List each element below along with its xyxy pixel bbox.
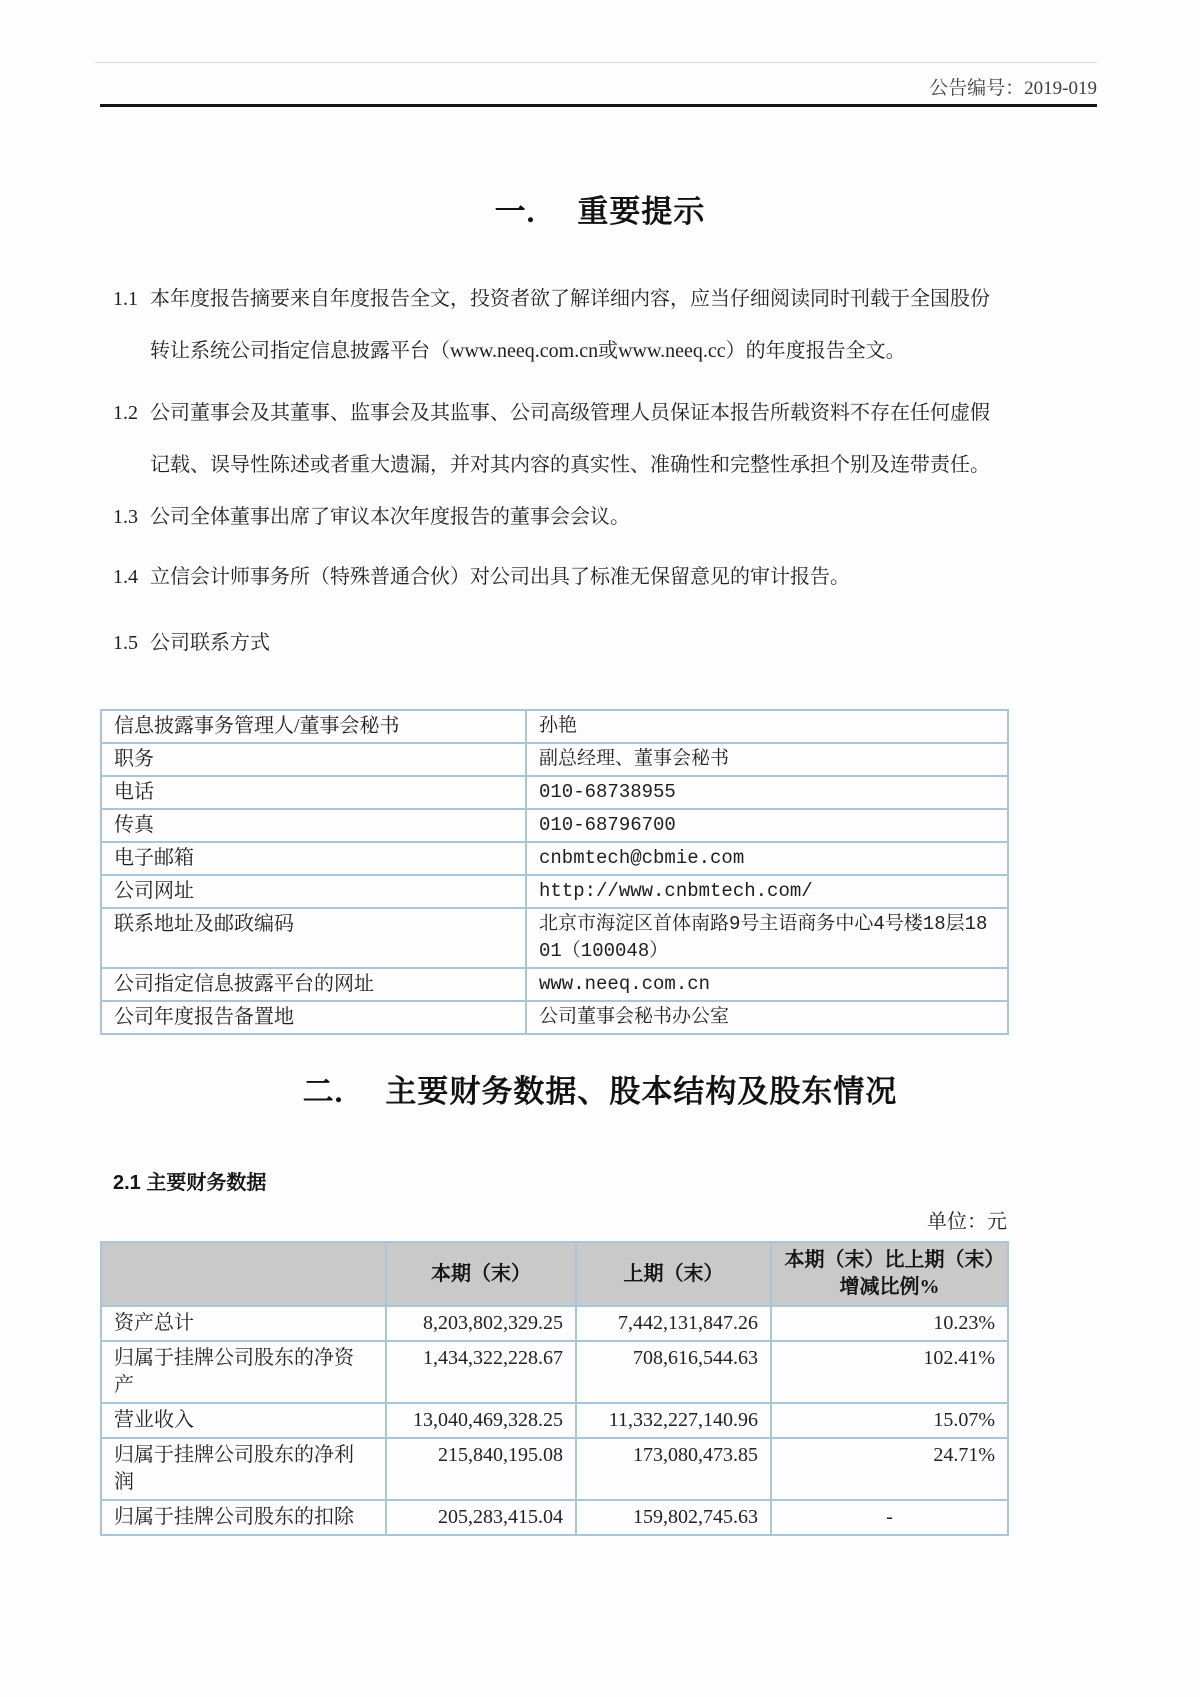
- paragraph-number: 1.3: [113, 506, 138, 528]
- section1-body: [113, 273, 1008, 669]
- financial-metric-label: 营业收入: [101, 1403, 386, 1438]
- financial-current-value: 215,840,195.08: [386, 1438, 576, 1500]
- contact-field-value: cnbmtech@cbmie.com: [526, 842, 1008, 875]
- contact-field-label: 联系地址及邮政编码: [101, 908, 526, 968]
- paragraph-text: 公司全体董事出席了审议本次年度报告的董事会会议。: [150, 506, 630, 528]
- financial-table: [100, 1241, 1009, 1536]
- financial-change-value: 10.23%: [771, 1306, 1008, 1341]
- paragraph-1-4: [113, 551, 1008, 603]
- financial-change-value: 15.07%: [771, 1403, 1008, 1438]
- financial-current-value: 13,040,469,328.25: [386, 1403, 576, 1438]
- section2-title: [0, 1071, 1200, 1113]
- financial-table-row: [101, 1500, 1008, 1535]
- financial-change-value: -: [771, 1500, 1008, 1535]
- paragraph-number: 1.5: [113, 632, 138, 654]
- subsection-2-1-heading: [113, 1169, 1200, 1197]
- financial-prior-value: 173,080,473.85: [576, 1438, 771, 1500]
- contact-table-row: [101, 842, 1008, 875]
- financial-metric-label: 资产总计: [101, 1306, 386, 1341]
- contact-table-row: [101, 908, 1008, 968]
- contact-field-label: 传真: [101, 809, 526, 842]
- header-change-ratio: 本期（末）比上期（末）增减比例%: [771, 1242, 1008, 1306]
- financial-change-value: 102.41%: [771, 1341, 1008, 1403]
- paragraph-1-3: [113, 491, 1008, 543]
- contact-field-value: 010-68738955: [526, 776, 1008, 809]
- subsection-title: 主要财务数据: [146, 1172, 267, 1194]
- subsection-number: 2.1: [113, 1172, 141, 1194]
- financial-table-row: [101, 1403, 1008, 1438]
- header-prior-period: 上期（末）: [576, 1242, 771, 1306]
- paragraph-number: 1.2: [113, 402, 138, 424]
- financial-current-value: 8,203,802,329.25: [386, 1306, 576, 1341]
- contact-table: [100, 709, 1009, 1035]
- section1-number: 一.: [494, 194, 536, 229]
- financial-prior-value: 7,442,131,847.26: [576, 1306, 771, 1341]
- financial-table-row: [101, 1341, 1008, 1403]
- financial-table-row: [101, 1438, 1008, 1500]
- financial-metric-label: 归属于挂牌公司股东的净资产: [101, 1341, 386, 1403]
- section1-title-text: 重要提示: [577, 194, 706, 229]
- header-blank-cell: [101, 1242, 386, 1306]
- paragraph-text: 立信会计师事务所（特殊普通合伙）对公司出具了标准无保留意见的审计报告。: [150, 566, 850, 588]
- paragraph-1-2: [113, 387, 1008, 491]
- contact-field-value: 孙艳: [526, 710, 1008, 743]
- section1-title: [0, 191, 1200, 233]
- financial-prior-value: 11,332,227,140.96: [576, 1403, 771, 1438]
- financial-prior-value: 708,616,544.63: [576, 1341, 771, 1403]
- financial-table-head: [101, 1242, 1008, 1306]
- unit-note: 单位：元: [927, 1211, 1007, 1233]
- contact-table-row: [101, 1001, 1008, 1034]
- contact-field-value: 副总经理、董事会秘书: [526, 743, 1008, 776]
- contact-field-label: 电子邮箱: [101, 842, 526, 875]
- header-current-period: 本期（末）: [386, 1242, 576, 1306]
- announcement-number: 公告编号：2019-019: [929, 78, 1097, 99]
- paragraph-text: 公司董事会及其董事、监事会及其监事、公司高级管理人员保证本报告所载资料不存在任何虚假记载、误导性陈述或者重大遗漏，并对其内容的真实性、准确性和完整性承担个别及连带责任。: [150, 402, 990, 476]
- contact-table-body: [101, 710, 1008, 1034]
- contact-field-label: 公司网址: [101, 875, 526, 908]
- contact-table-row: [101, 710, 1008, 743]
- contact-field-value: 北京市海淀区首体南路9号主语商务中心4号楼18层1801（100048）: [526, 908, 1008, 968]
- financial-metric-label: 归属于挂牌公司股东的净利润: [101, 1438, 386, 1500]
- paragraph-text: 公司联系方式: [150, 632, 270, 654]
- financial-prior-value: 159,802,745.63: [576, 1500, 771, 1535]
- contact-field-label: 公司指定信息披露平台的网址: [101, 968, 526, 1001]
- financial-table-row: [101, 1306, 1008, 1341]
- contact-table-row: [101, 809, 1008, 842]
- financial-metric-label: 归属于挂牌公司股东的扣除: [101, 1500, 386, 1535]
- financial-current-value: 1,434,322,228.67: [386, 1341, 576, 1403]
- section2-title-text: 主要财务数据、股本结构及股东情况: [385, 1074, 898, 1109]
- contact-field-value: 010-68796700: [526, 809, 1008, 842]
- contact-table-row: [101, 776, 1008, 809]
- contact-field-label: 公司年度报告备置地: [101, 1001, 526, 1034]
- financial-table-body: [101, 1306, 1008, 1535]
- paragraph-text: 本年度报告摘要来自年度报告全文，投资者欲了解详细内容，应当仔细阅读同时刊载于全国股份转让系统公司指定信息披露平台（www.neeq.com.cn或www.neeq.cc）的年度报告全文。: [150, 288, 990, 362]
- paragraph-number: 1.1: [113, 288, 138, 310]
- paragraph-number: 1.4: [113, 566, 138, 588]
- financial-header-row: [101, 1242, 1008, 1306]
- contact-field-label: 信息披露事务管理人/董事会秘书: [101, 710, 526, 743]
- contact-field-value: www.neeq.com.cn: [526, 968, 1008, 1001]
- document-header: [100, 0, 1097, 100]
- header-rule: [100, 104, 1097, 107]
- contact-table-row: [101, 968, 1008, 1001]
- paragraph-1-1: [113, 273, 1008, 377]
- contact-table-row: [101, 743, 1008, 776]
- contact-field-label: 电话: [101, 776, 526, 809]
- financial-current-value: 205,283,415.04: [386, 1500, 576, 1535]
- contact-field-label: 职务: [101, 743, 526, 776]
- financial-change-value: 24.71%: [771, 1438, 1008, 1500]
- paragraph-1-5: [113, 617, 1008, 669]
- section2-number: 二.: [302, 1074, 344, 1109]
- contact-field-value: 公司董事会秘书办公室: [526, 1001, 1008, 1034]
- scan-artifact-line: [95, 62, 1097, 63]
- contact-field-value: http://www.cnbmtech.com/: [526, 875, 1008, 908]
- contact-table-row: [101, 875, 1008, 908]
